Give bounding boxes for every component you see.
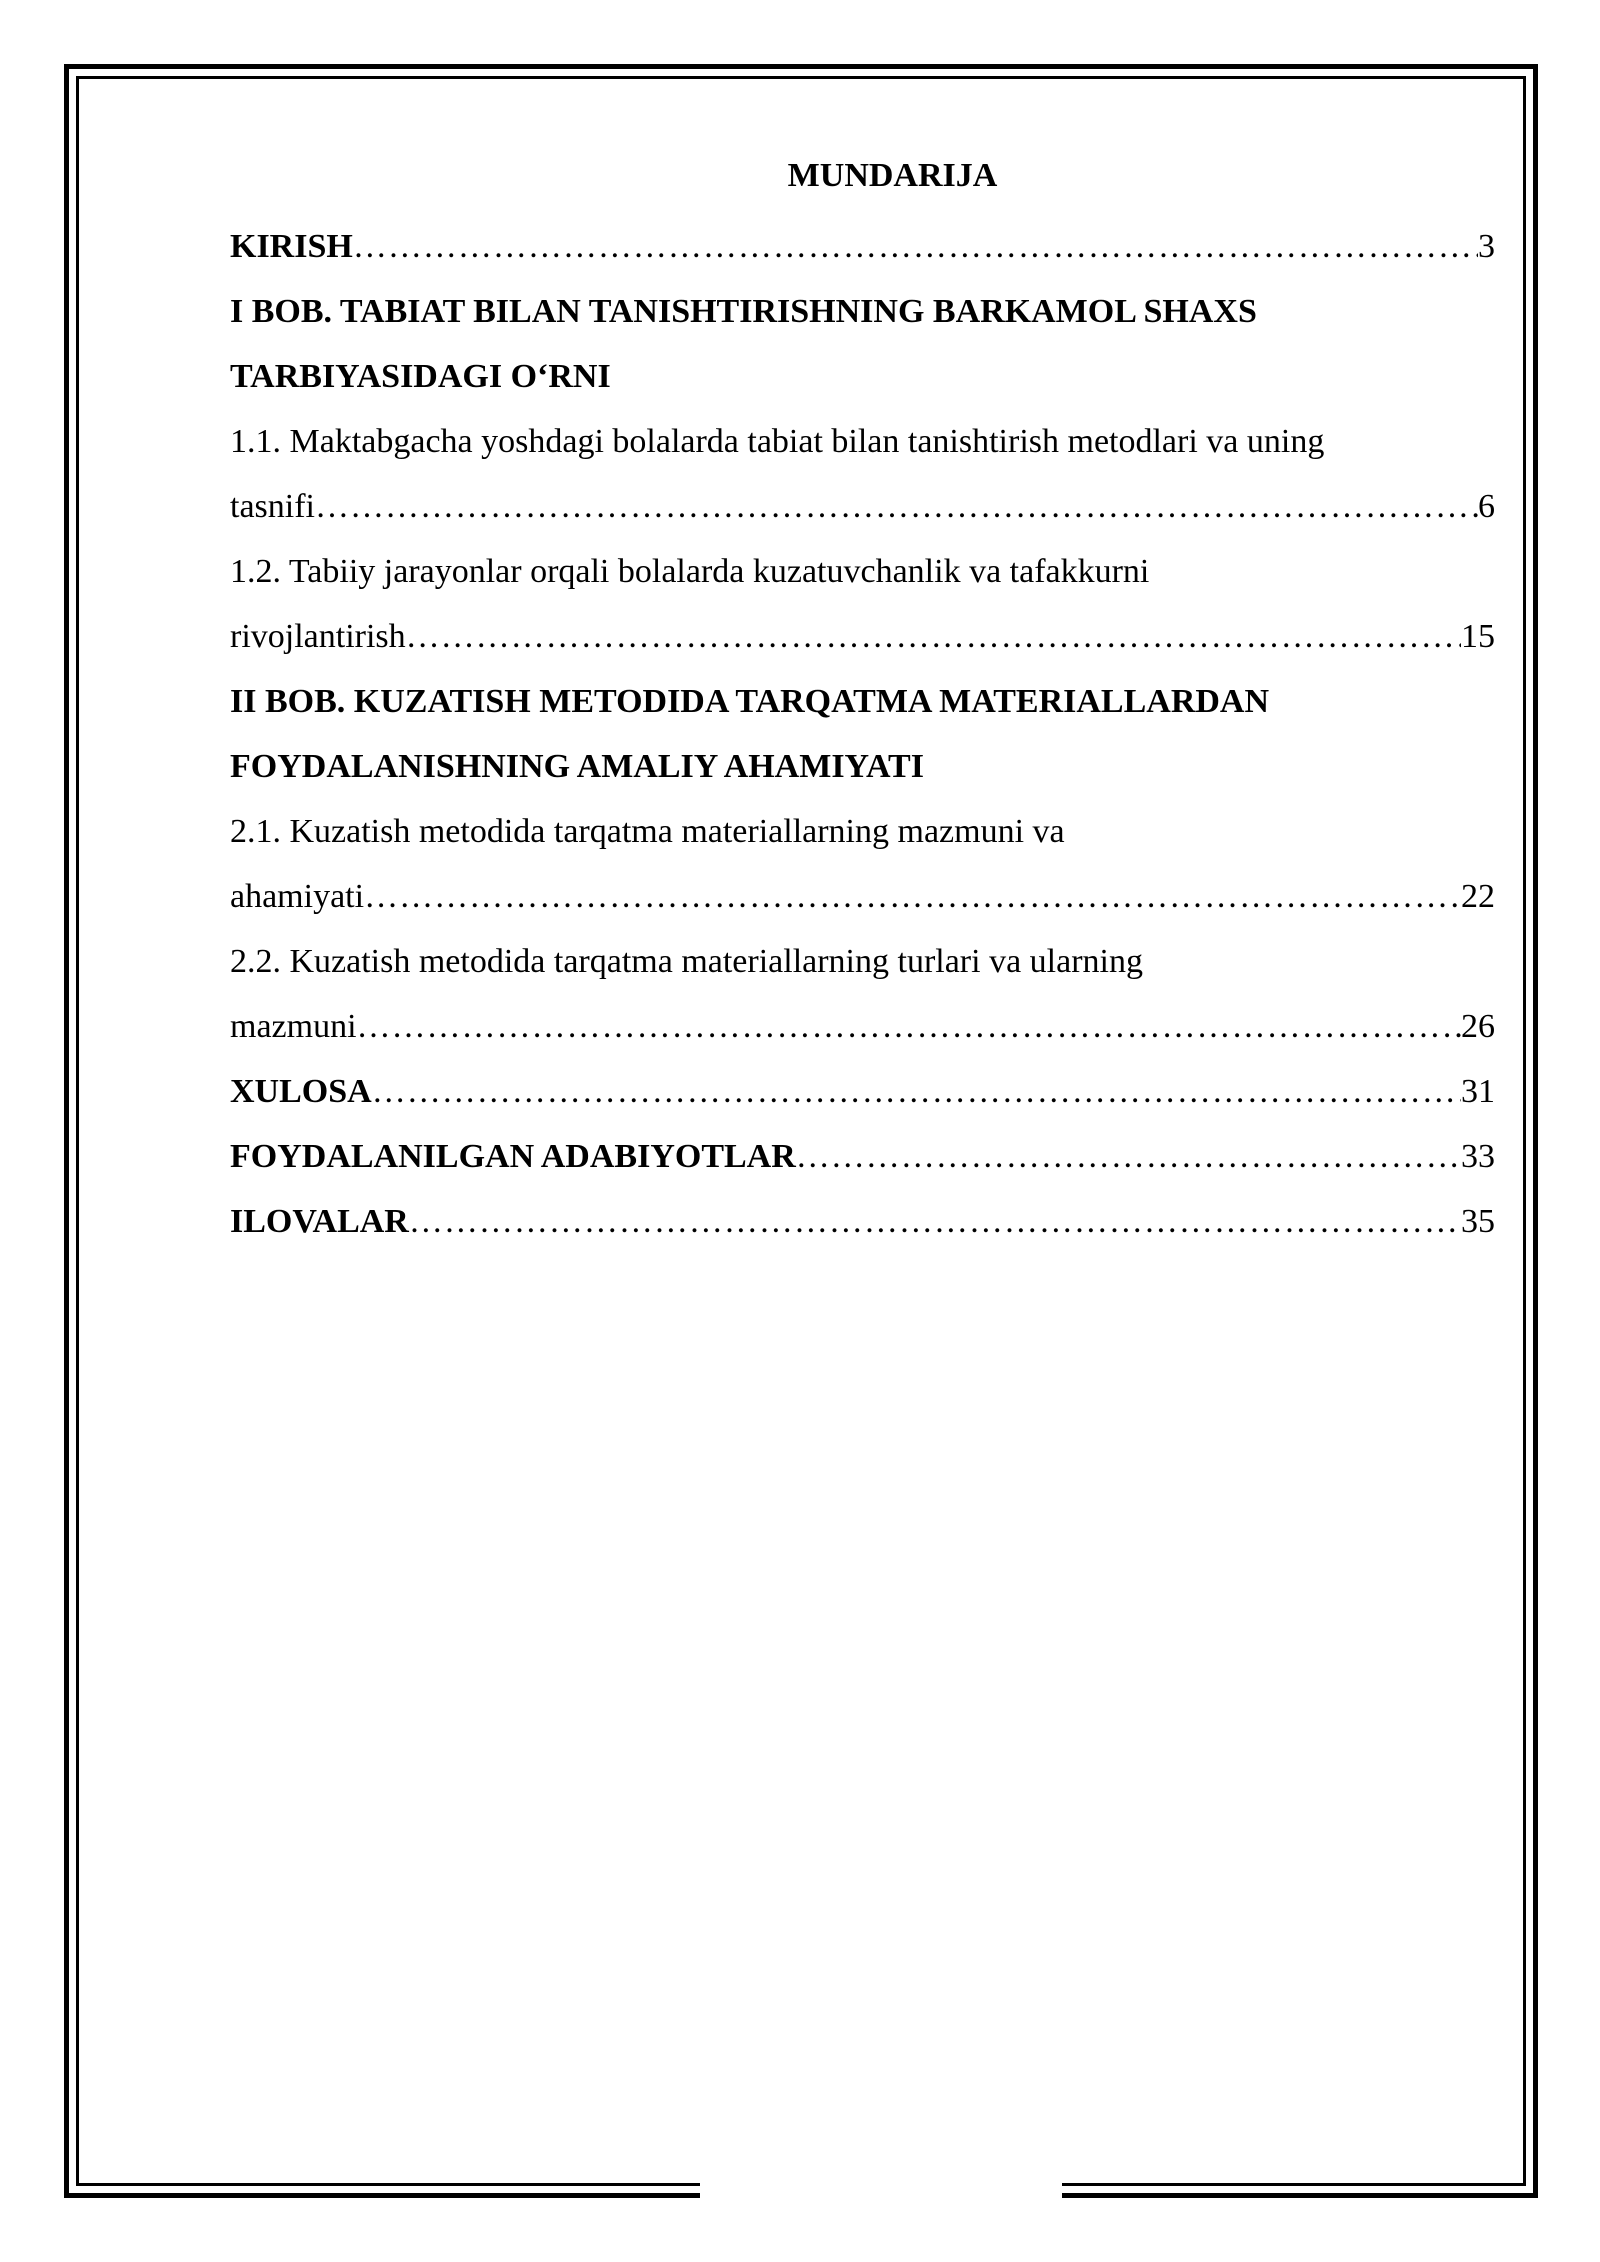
dot-leader	[372, 1059, 1461, 1124]
toc-entry-ilovalar[interactable]	[230, 1189, 1495, 1254]
dot-leader	[406, 604, 1461, 669]
toc-heading-line: II BOB. KUZATISH METODIDA TARQATMA MATERIALLARDAN	[230, 683, 1270, 720]
toc-page-number: 31	[1461, 1073, 1495, 1110]
dot-leader	[353, 214, 1478, 279]
toc-entry-kirish[interactable]	[230, 214, 1495, 279]
page-number-gap	[700, 2178, 1062, 2208]
toc-entry-xulosa[interactable]	[230, 1059, 1495, 1124]
toc-title: MUNDARIJA	[787, 157, 998, 194]
toc-chapter-2-heading[interactable]	[230, 669, 1495, 799]
dot-leader	[796, 1124, 1461, 1189]
toc-page-number: 22	[1461, 878, 1495, 915]
toc-entry-1-1[interactable]	[230, 409, 1495, 539]
toc-entry-2-2[interactable]	[230, 929, 1495, 1059]
toc-entry-label: XULOSA	[230, 1073, 372, 1110]
toc-entry-2-1[interactable]	[230, 799, 1495, 929]
toc-entry-label: KIRISH	[230, 228, 353, 265]
toc-heading-line: I BOB. TABIAT BILAN TANISHTIRISHNING BARKAMOL SHAXS	[230, 293, 1257, 330]
toc-page-number: 33	[1461, 1138, 1495, 1175]
toc-entry-text-end: ahamiyati	[230, 878, 365, 915]
toc-entry-text: 1.2. Tabiiy jarayonlar orqali bolalarda kuzatuvchanlik va tafakkurni	[230, 553, 1150, 590]
toc-page-number: 3	[1478, 228, 1495, 265]
dot-leader	[364, 864, 1461, 929]
toc-heading-line: FOYDALANISHNING AMALIY AHAMIYATI	[230, 748, 924, 785]
toc-heading-line: TARBIYASIDAGI O‘RNI	[230, 358, 611, 395]
dot-leader	[409, 1189, 1461, 1254]
toc-entry-text-end: mazmuni	[230, 1008, 357, 1045]
toc-entry-label: ILOVALAR	[230, 1203, 409, 1240]
toc-entry-text-end: tasnifi	[230, 488, 315, 525]
toc-entry-text: 2.1. Kuzatish metodida tarqatma materiallarning mazmuni va	[230, 813, 1065, 850]
toc-entry-label: FOYDALANILGAN ADABIYOTLAR	[230, 1138, 796, 1175]
dot-leader	[357, 994, 1461, 1059]
toc-chapter-1-heading[interactable]	[230, 279, 1495, 409]
toc-page-number: 6	[1478, 488, 1495, 525]
table-of-contents	[230, 148, 1495, 1254]
toc-page-number: 35	[1461, 1203, 1495, 1240]
toc-entry-text: 1.1. Maktabgacha yoshdagi bolalarda tabiat bilan tanishtirish metodlari va uning	[230, 423, 1325, 460]
toc-page-number: 15	[1461, 618, 1495, 655]
toc-entry-adabiyotlar[interactable]	[230, 1124, 1495, 1189]
dot-leader	[315, 474, 1478, 539]
toc-entry-text-end: rivojlantirish	[230, 618, 406, 655]
toc-entry-text: 2.2. Kuzatish metodida tarqatma materiallarning turlari va ularning	[230, 943, 1143, 980]
toc-page-number: 26	[1461, 1008, 1495, 1045]
toc-entry-1-2[interactable]	[230, 539, 1495, 669]
